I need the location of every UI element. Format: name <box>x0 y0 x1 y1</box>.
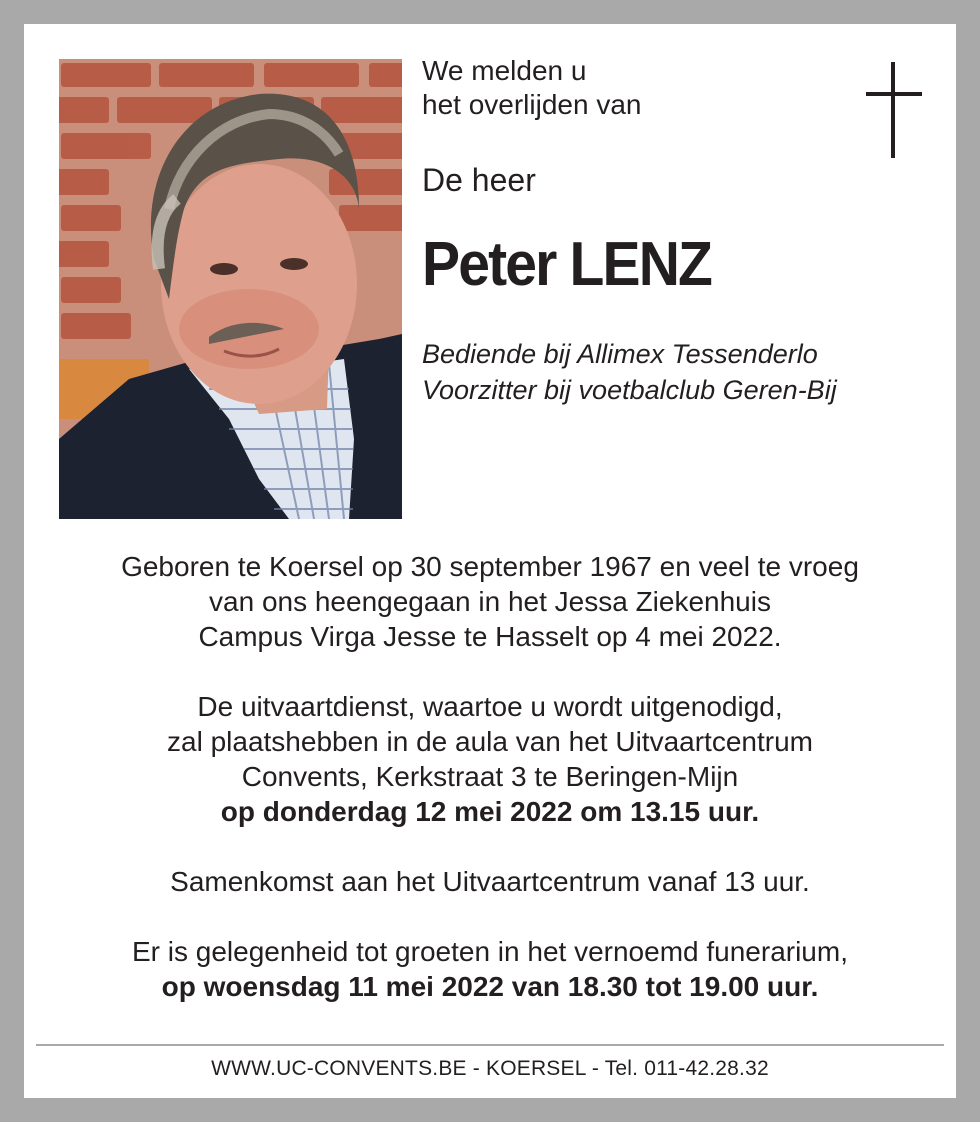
footer-contact: WWW.UC-CONVENTS.BE - KOERSEL - Tel. 011-42.28.32 <box>211 1057 769 1080</box>
intro-line: het overlijden van <box>422 89 642 120</box>
obituary-card <box>24 24 956 1098</box>
intro-text <box>422 54 641 122</box>
visitation-text: Er is gelegenheid tot groeten in het vernoemd funerarium, <box>132 936 848 967</box>
deceased-name: Peter LENZ <box>422 230 712 299</box>
cross-icon <box>866 62 922 158</box>
portrait-photo <box>59 59 402 519</box>
footer-divider <box>36 1044 944 1046</box>
occupation-line: Voorzitter bij voetbalclub Geren-Bij <box>422 375 837 405</box>
occupations <box>422 336 837 408</box>
visitation-date: op woensdag 11 mei 2022 van 18.30 tot 19.00 uur. <box>161 971 819 1002</box>
birth-death-line: Geboren te Koersel op 30 september 1967 en veel te vroeg <box>121 551 859 582</box>
funeral-line: zal plaatshebben in de aula van het Uitvaartcentrum <box>167 726 813 757</box>
occupation-line: Bediende bij Allimex Tessenderlo <box>422 339 818 369</box>
funeral-date: op donderdag 12 mei 2022 om 13.15 uur. <box>220 796 760 827</box>
gathering-text: Samenkomst aan het Uitvaartcentrum vanaf 13 uur. <box>170 866 810 897</box>
birth-death-line: Campus Virga Jesse te Hasselt op 4 mei 2022. <box>198 621 782 652</box>
birth-death-line: van ons heengegaan in het Jessa Ziekenhuis <box>209 586 771 617</box>
honorific: De heer <box>422 162 536 198</box>
announcement-body <box>24 549 956 1004</box>
intro-line: We melden u <box>422 55 587 86</box>
funeral-line: Convents, Kerkstraat 3 te Beringen-Mijn <box>241 761 739 792</box>
funeral-line: De uitvaartdienst, waartoe u wordt uitgenodigd, <box>197 691 783 722</box>
